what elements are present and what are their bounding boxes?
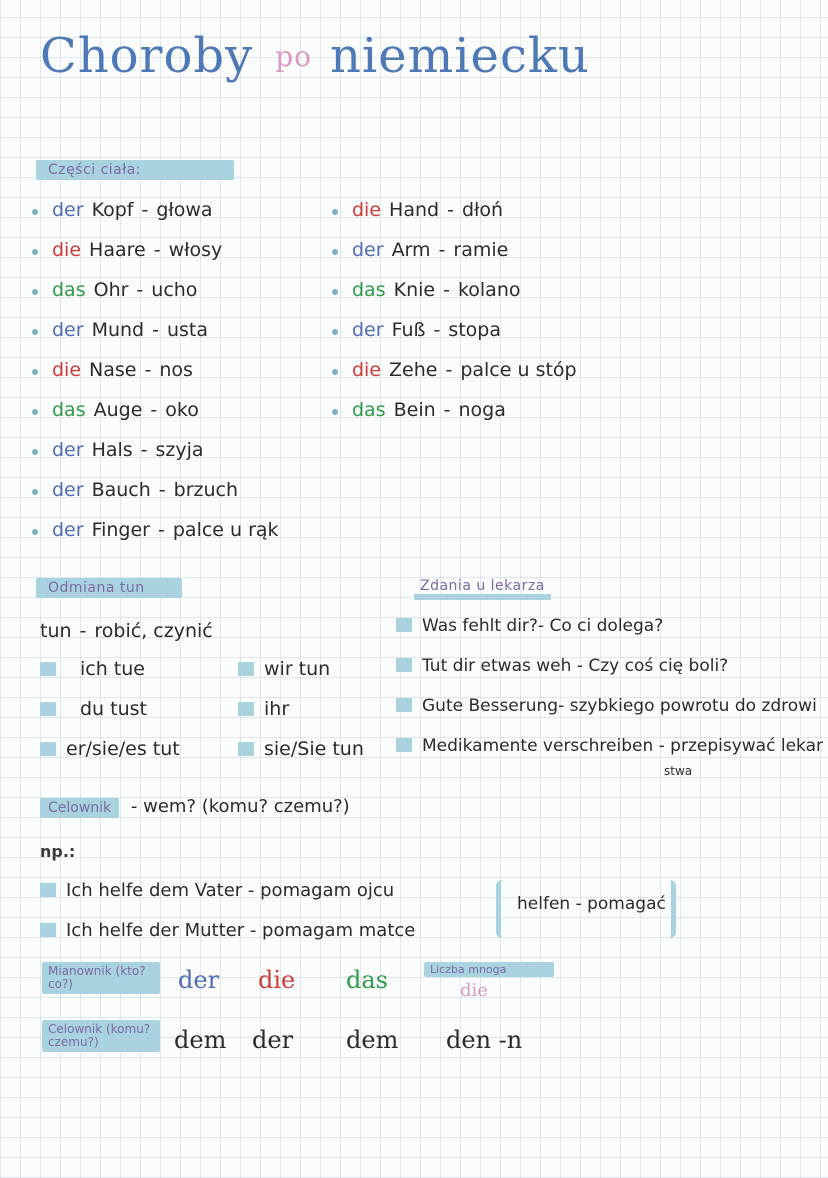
list-item: der Hals - szyja	[30, 436, 279, 476]
verb-meaning: robić, czynić	[94, 620, 213, 642]
nominative-das: das	[346, 966, 388, 994]
nominative-der: der	[178, 966, 220, 994]
list-item: der Finger - palce u rąk	[30, 516, 279, 556]
sentence-item: Gute Besserung- szybkiego powrotu do zdrowi	[396, 692, 828, 732]
example-sentence: Ich helfe dem Vater - pomagam ojcu	[40, 880, 394, 901]
dative-question: - wem? (komu? czemu?)	[130, 796, 350, 817]
page-title	[40, 28, 590, 84]
nominative-die: die	[258, 966, 296, 994]
title-part-2: po	[275, 40, 313, 73]
doctor-heading: Zdania u lekarza	[414, 578, 551, 600]
checkbox-marker	[238, 742, 254, 756]
checkbox-marker	[238, 702, 254, 716]
list-item: die Zehe - palce u stóp	[330, 356, 577, 396]
conjugation-row: du tust	[40, 698, 147, 720]
conjugation-row: sie/Sie tun	[238, 738, 364, 760]
helfen-note: helfen - pomagać	[496, 880, 676, 938]
list-item: der Mund - usta	[30, 316, 279, 356]
example-label: np.:	[40, 842, 76, 861]
list-item: das Ohr - ucho	[30, 276, 279, 316]
plural-dative: den -n	[446, 1026, 523, 1054]
checkbox-marker	[40, 662, 56, 676]
plural-nominative: die	[460, 980, 488, 1001]
example-sentence: Ich helfe der Mutter - pomagam matce	[40, 920, 415, 941]
list-item: die Haare - włosy	[30, 236, 279, 276]
checkbox-marker	[40, 702, 56, 716]
dative-label: Celownik	[40, 798, 119, 818]
dative-rule	[40, 796, 350, 817]
sentence-item: Was fehlt dir?- Co ci dolega?	[396, 612, 828, 652]
list-item: der Fuß - stopa	[330, 316, 577, 356]
doctor-sentences	[396, 612, 828, 772]
sentence-item: Medikamente verschreiben - przepisywać lekar	[396, 732, 828, 772]
dative-der: der	[252, 1026, 294, 1054]
list-item: die Hand - dłoń	[330, 196, 577, 236]
list-item: das Knie - kolano	[330, 276, 577, 316]
list-item: die Nase - nos	[30, 356, 279, 396]
list-item: der Bauch - brzuch	[30, 476, 279, 516]
title-part-3: niemiecku	[330, 28, 590, 84]
plural-label: Liczba mnoga	[424, 962, 554, 977]
body-parts-right-list	[330, 196, 577, 436]
verb: tun	[40, 620, 72, 642]
sentence-item: Tut dir etwas weh - Czy coś cię boli?	[396, 652, 828, 692]
conjugation-heading: Odmiana tun	[36, 578, 182, 598]
conjugation-row: ich tue	[40, 658, 145, 680]
list-item: das Bein - noga	[330, 396, 577, 436]
dative-dem: dem	[174, 1026, 227, 1054]
body-parts-left-list	[30, 196, 279, 556]
list-item: der Kopf - głowa	[30, 196, 279, 236]
title-part-1: Choroby	[40, 28, 254, 84]
verb-definition: tun - robić, czynić	[40, 620, 213, 642]
body-parts-heading: Części ciała:	[36, 160, 234, 180]
list-item: der Arm - ramie	[330, 236, 577, 276]
sentence-annotation: stwa	[664, 764, 693, 778]
nominative-label: Mianownik (kto? co?)	[42, 962, 160, 994]
checkbox-marker	[238, 662, 254, 676]
conjugation-row: ihr	[238, 698, 289, 720]
conjugation-row: er/sie/es tut	[40, 738, 180, 760]
dative-dem-neuter: dem	[346, 1026, 399, 1054]
list-item: das Auge - oko	[30, 396, 279, 436]
conjugation-row: wir tun	[238, 658, 330, 680]
checkbox-marker	[40, 742, 56, 756]
dative-case-label: Celownik (komu? czemu?)	[42, 1020, 160, 1052]
